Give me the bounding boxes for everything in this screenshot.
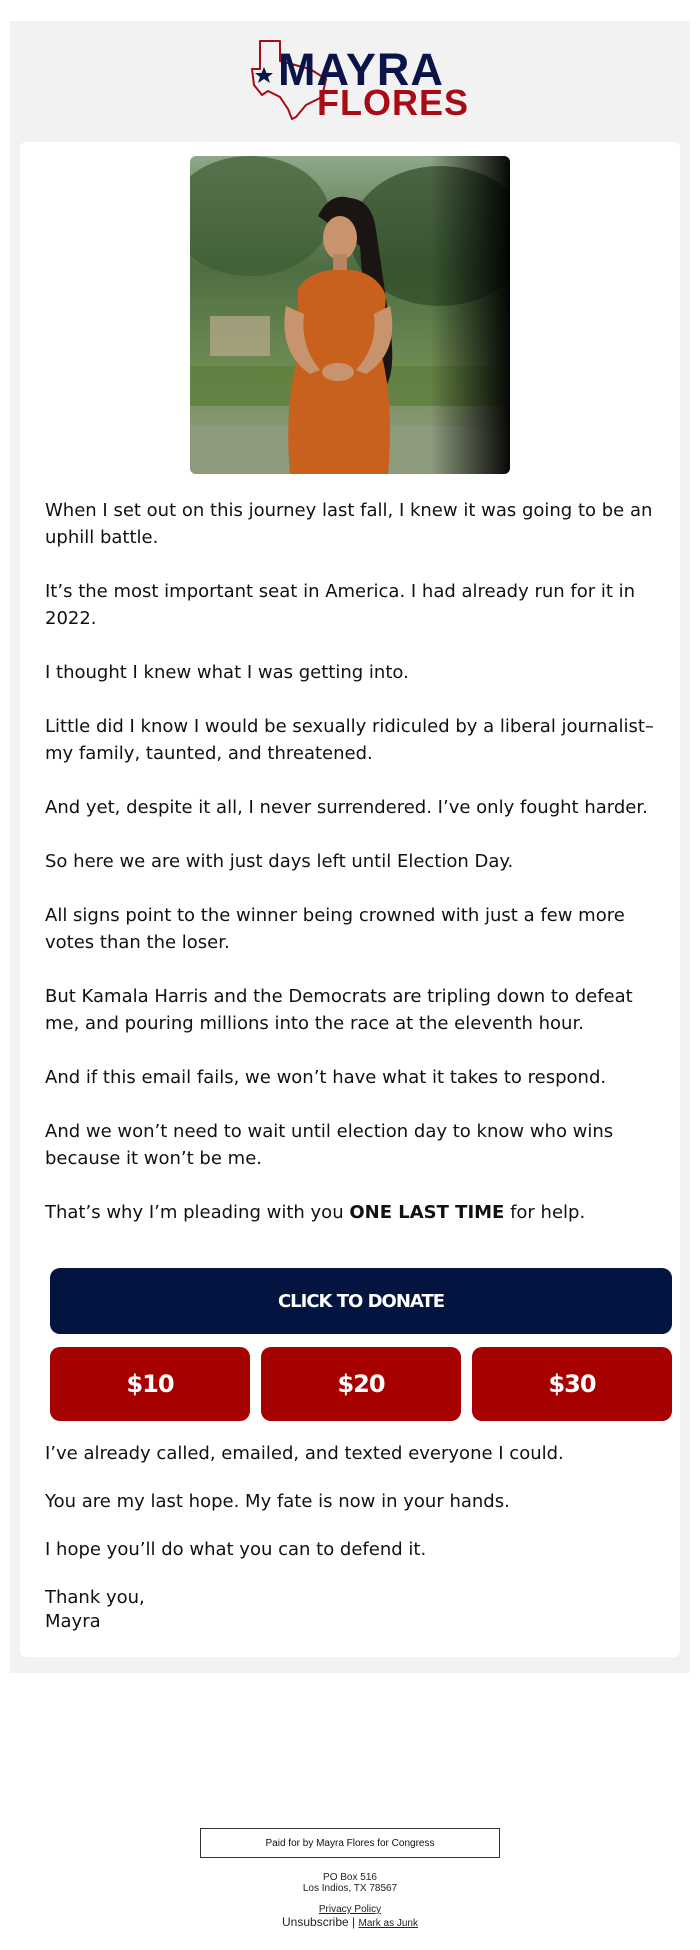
body-paragraph: But Kamala Harris and the Democrats are tripling down to defeat me, and pouring millions into the race at the eleventh hour. xyxy=(45,986,633,1034)
campaign-logo xyxy=(10,21,690,141)
closing-section xyxy=(45,1442,660,1634)
plea-suffix: for help. xyxy=(504,1202,586,1223)
body-paragraph: And if this email fails, we won’t have what it takes to respond. xyxy=(45,1067,607,1088)
email-body xyxy=(45,497,660,1226)
body-paragraph: I thought I knew what I was getting into. xyxy=(45,662,409,683)
mailing-address xyxy=(0,1872,700,1894)
address-line-1: PO Box 516 xyxy=(323,1872,377,1883)
body-paragraph: All signs point to the winner being crowned with just a few more votes than the loser. xyxy=(45,905,625,953)
email-container xyxy=(10,21,690,1673)
body-paragraph: And we won’t need to wait until election day to know who wins because it won’t be me. xyxy=(45,1121,614,1169)
body-paragraph: It’s the most important seat in America. I had already run for it in 2022. xyxy=(45,581,636,629)
email-card xyxy=(20,142,680,1657)
footer-links xyxy=(0,1904,700,1931)
address-line-2: Los Indios, TX 78567 xyxy=(302,1883,398,1894)
privacy-policy-link[interactable]: Privacy Policy xyxy=(318,1904,382,1915)
plea-emphasis: ONE LAST TIME xyxy=(349,1202,505,1223)
paid-for-disclaimer: Paid for by Mayra Flores for Congress xyxy=(200,1828,500,1858)
body-paragraph: And yet, despite it all, I never surrendered. I’ve only fought harder. xyxy=(45,797,648,818)
donate-30-button[interactable]: $30 xyxy=(472,1347,672,1421)
signoff: Thank you, xyxy=(45,1587,145,1608)
link-separator: | xyxy=(352,1915,356,1929)
logo-name-bottom: FLORES xyxy=(317,82,470,123)
donate-10-button[interactable]: $10 xyxy=(50,1347,250,1421)
closing-paragraph: I hope you’ll do what you can to defend it. xyxy=(45,1539,427,1560)
signature: Mayra xyxy=(45,1611,101,1632)
candidate-portrait-photo xyxy=(190,156,510,474)
unsubscribe-line xyxy=(0,1915,700,1931)
donate-20-button[interactable]: $20 xyxy=(261,1347,461,1421)
logo-name-top: MAYRA xyxy=(278,44,444,95)
closing-paragraph: You are my last hope. My fate is now in your hands. xyxy=(45,1491,510,1512)
click-to-donate-button[interactable]: CLICK TO DONATE xyxy=(50,1268,672,1334)
closing-paragraph: I’ve already called, emailed, and texted everyone I could. xyxy=(45,1443,564,1464)
plea-prefix: That’s why I’m pleading with you xyxy=(45,1202,350,1223)
mark-as-junk-link[interactable]: Mark as Junk xyxy=(358,1918,418,1929)
plea-paragraph xyxy=(45,1199,660,1226)
body-paragraph: So here we are with just days left until Election Day. xyxy=(45,851,514,872)
body-paragraph: When I set out on this journey last fall, I knew it was going to be an uphill battle. xyxy=(45,500,653,548)
body-paragraph: Little did I know I would be sexually ridiculed by a liberal journalist– my family, taunted, and threatened. xyxy=(45,716,654,764)
unsubscribe-link[interactable]: Unsubscribe xyxy=(282,1915,349,1929)
